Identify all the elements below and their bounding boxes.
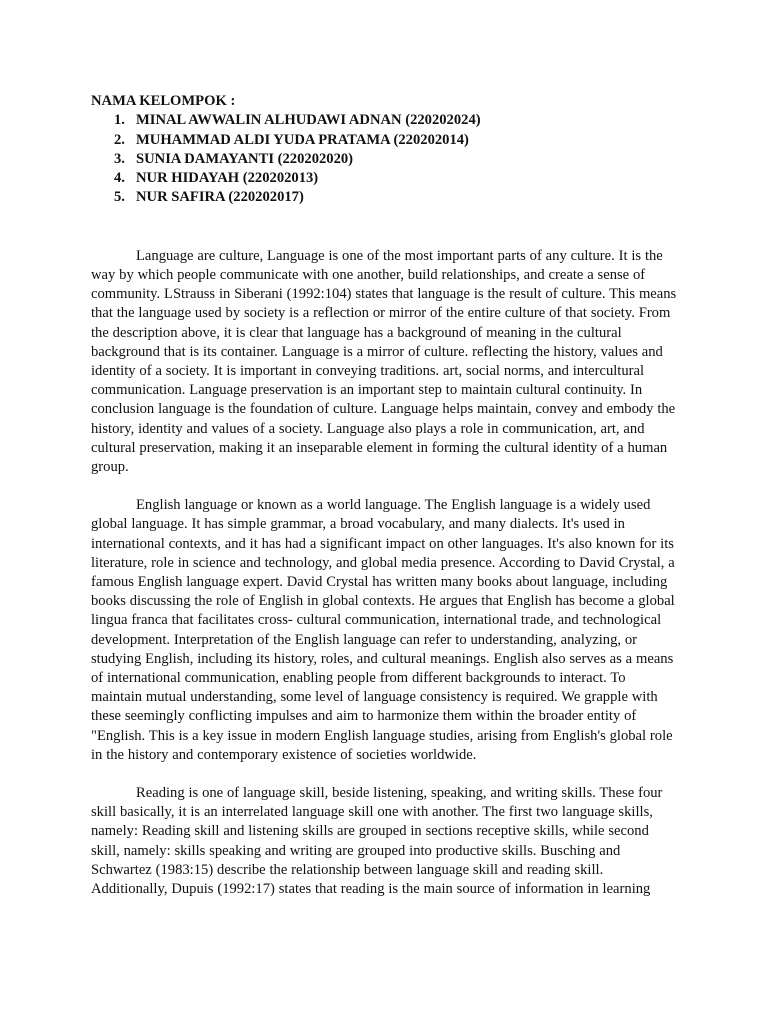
member-item xyxy=(91,188,679,207)
member-name: NUR HIDAYAH (220202013) xyxy=(136,170,319,187)
member-number: 4. xyxy=(114,170,125,187)
paragraph-language-culture: Language are culture, Language is one of the most important parts of any culture. It is the way by which people communicate with one another, build relationships, and create a sense of community. LStrauss in Siberani (1992:104) states that language is the result of culture. This means that the language used by society is a reflection or mirror of the entire culture of that society. From the description above, it is clear that language has a background of meaning in the cultural background that is its container. Language is a mirror of culture. reflecting the history, values and identity of a society. It is important in conveying traditions. art, social norms, and intercultural communication. Language preservation is an important step to maintain cultural continuity. In conclusion language is the foundation of culture. Language helps maintain, convey and embody the history, identity and values of a society. Language also plays a role in communication, art, and cultural preservation, making it an inseparable element in forming the cultural identity of a human group. xyxy=(91,247,677,476)
paragraph-reading-skill: Reading is one of language skill, beside listening, speaking, and writing skills. These four skill basically, it is an interrelated language skill one with another. The first two language skills, namely: Reading skill and listening skills are grouped in sections receptive skills, while second skill, namely: skills speaking and writing are grouped into productive skills. Busching and Schwartez (1983:15) describe the relationship between language skill and reading skill. Additionally, Dupuis (1992:17) states that reading is the main source of information in learning xyxy=(91,785,663,898)
member-list xyxy=(91,111,679,207)
member-number: 2. xyxy=(114,131,125,148)
member-name: SUNIA DAMAYANTI (220202020) xyxy=(136,150,354,167)
member-number: 3. xyxy=(114,150,125,167)
member-item xyxy=(91,169,679,188)
member-item xyxy=(91,111,679,130)
member-name: MUHAMMAD ALDI YUDA PRATAMA (220202014) xyxy=(136,131,469,148)
paragraph-english-language: English language or known as a world language. The English language is a widely used global language. It has simple grammar, a broad vocabulary, and many dialects. It's used in international contexts, and it has had a significant impact on other languages. It's also known for its literature, role in science and technology, and global media presence. According to David Crystal, a famous English language expert. David Crystal has written many books about language, including books discussing the role of English in global contexts. He argues that English has become a global lingua franca that facilitates cross- cultural communication, international trade, and technological development. Interpretation of the English language can refer to understanding, analyzing, or studying English, including its history, roles, and cultural meanings. English also serves as a means of international communication, enabling people from different backgrounds to interact. To maintain mutual understanding, some level of language consistency is required. We grapple with these seemingly conflicting impulses and aim to harmonize them within the broader entity of "English. This is a key issue in modern English language studies, arising from English's global role in the history and contemporary existence of societies worldwide. xyxy=(91,497,675,763)
group-heading: NAMA KELOMPOK : xyxy=(91,93,236,109)
member-item xyxy=(91,131,679,150)
member-name: NUR SAFIRA (220202017) xyxy=(136,189,304,206)
document-body xyxy=(91,92,679,899)
member-name: MINAL AWWALIN ALHUDAWI ADNAN (220202024) xyxy=(136,112,481,129)
member-number: 1. xyxy=(114,112,125,129)
member-item xyxy=(91,150,679,169)
member-number: 5. xyxy=(114,189,125,206)
